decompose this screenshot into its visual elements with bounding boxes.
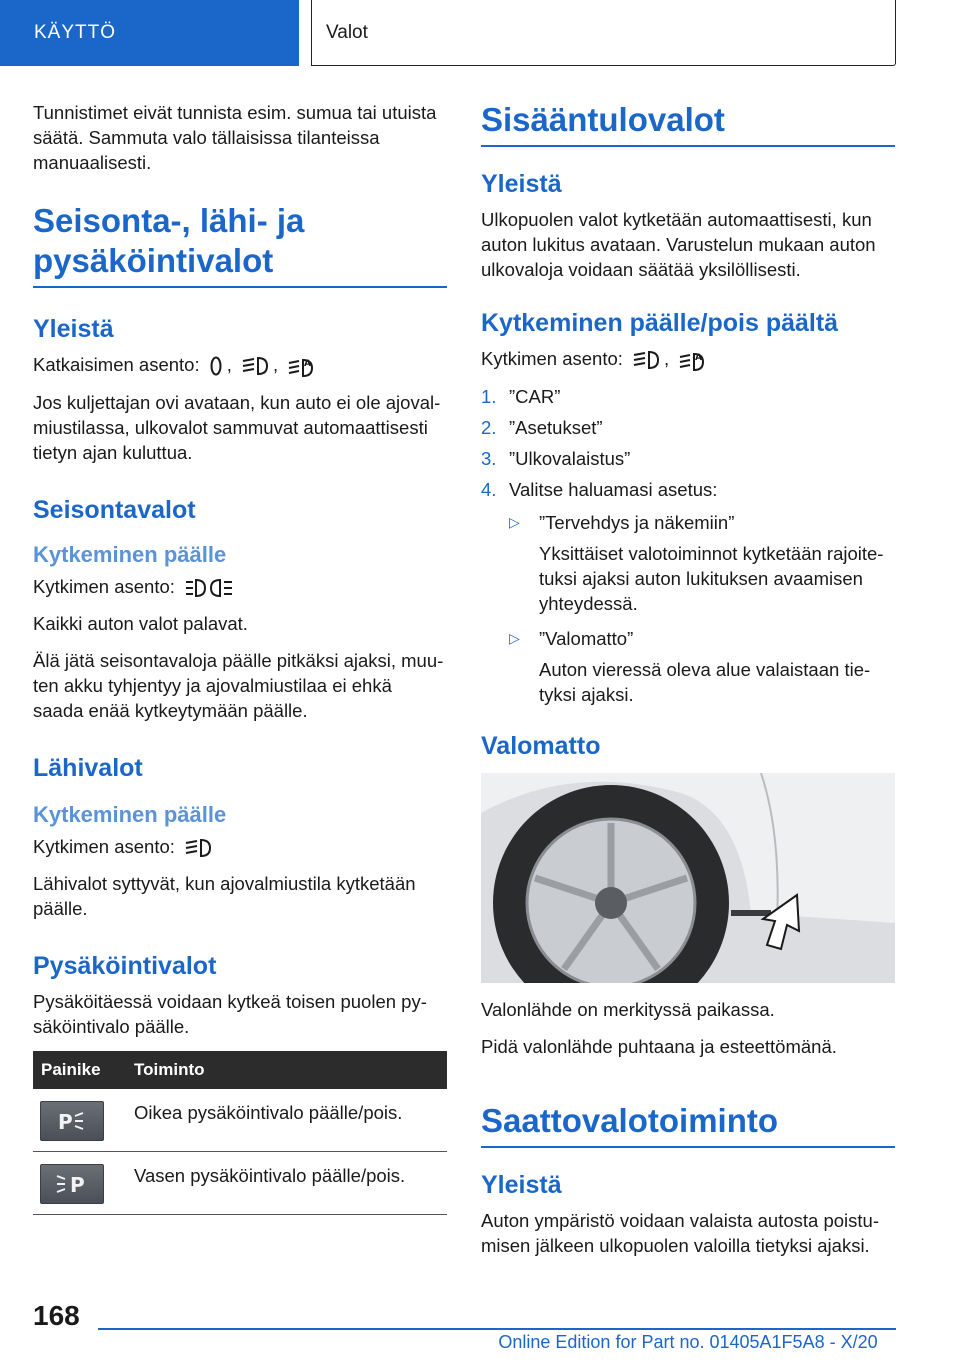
option-title: ”Valomatto”	[539, 628, 634, 650]
pysakointi-text: Pysäköitäessä voidaan kytkeä toisen puolen py-säköintivalo päälle.	[33, 991, 427, 1038]
step-number: 3.	[481, 448, 497, 470]
heading-pysakointivalot: Pysäköintivalot	[33, 952, 217, 981]
chapter-title: Valot	[311, 0, 896, 66]
step-number: 4.	[481, 479, 497, 501]
yleista-text: Ulkopuolen valot kytketään automaattisesti, kun auton lukitus avataan. Varustelun mukaan auton ulkovaloja voidaan säätää yksilöllisesti.	[481, 209, 876, 280]
parking-text-1: Kaikki auton valot palavat.	[33, 613, 248, 635]
right-column	[481, 100, 895, 1270]
comma: ,	[226, 354, 232, 375]
auto-headlight-icon	[287, 354, 315, 378]
heading-lahivalot: Lähivalot	[33, 754, 143, 783]
parking-text-2: Älä jätä seisontavaloja päälle pitkäksi ajaksi, muu-ten akku tyhjentyy ja ajovalmiustilaa ei ehkä saada enää kytkeytymään päälle.	[33, 650, 444, 722]
list-item	[481, 477, 895, 707]
footer-edition: Online Edition for Part no. 01405A1F5A8 - X/20	[498, 1332, 878, 1352]
svg-text:A: A	[695, 353, 703, 364]
triangle-bullet-icon: ▷	[509, 630, 520, 647]
kytkin-switch-line	[481, 346, 895, 372]
comma: ,	[664, 348, 670, 369]
option-item	[509, 626, 895, 707]
svg-text:A: A	[304, 359, 312, 370]
parking-switch-line	[33, 574, 447, 599]
low-beam-icon	[184, 837, 212, 859]
heading-yleista: Yleistä	[33, 315, 114, 343]
intro-text: Tunnistimet eivät tunnista esim. sumua tai utuista säätä. Sammuta valo tällaisissa tilanteissa manuaalisesti.	[33, 102, 437, 173]
option-list	[509, 510, 895, 707]
zero-icon	[209, 355, 223, 377]
heading-seisonta-lahi-pysakointivalot: Seisonta-, lähi- ja pysäköintivalot	[33, 201, 447, 288]
function-cell: Vasen pysäköintivalo päälle/pois.	[126, 1152, 447, 1215]
switch-label: Katkaisimen asento:	[33, 354, 200, 375]
left-column	[33, 100, 447, 1215]
switch-label: Kytkimen asento:	[33, 836, 175, 858]
table-row	[33, 1089, 447, 1152]
auto-headlight-icon	[678, 348, 706, 372]
comma: ,	[273, 354, 279, 375]
function-cell: Oikea pysäköintivalo päälle/pois.	[126, 1089, 447, 1152]
saatto-text: Auton ympäristö voidaan valaista autosta poistu-misen jälkeen ulkopuolen valoilla tietyksi ajaksi.	[481, 1210, 879, 1257]
switch-position-line	[33, 352, 447, 378]
page-number: 168	[33, 1300, 80, 1331]
step-text: ”Ulkovalaistus”	[509, 448, 631, 470]
option-desc: Auton vieressä oleva alue valaistaan tie-tyksi ajaksi.	[539, 659, 871, 706]
svg-text:P: P	[58, 1110, 73, 1135]
heading-sisaantulovalot: Sisääntulovalot	[481, 100, 895, 147]
option-desc: Yksittäiset valotoiminnot kytketään rajoite-tuksi ajaksi auton lukituksen avaamisen yhteydessä.	[539, 543, 884, 615]
step-text: ”Asetukset”	[509, 417, 603, 439]
table-header-row	[33, 1051, 447, 1089]
section-tab[interactable]: KÄYTTÖ	[0, 0, 299, 66]
step-number: 2.	[481, 417, 497, 439]
heading-kytkeminen-paalle-pois: Kytkeminen päälle/pois päältä	[481, 309, 839, 337]
valomatto-text-2: Pidä valonlähde puhtaana ja esteettömänä.	[481, 1036, 837, 1058]
low-beam-icon	[241, 355, 269, 377]
list-item	[481, 446, 895, 471]
heading-saattovalotoiminto: Saattovalotoiminto	[481, 1101, 895, 1148]
car-wheel-photo	[481, 773, 895, 983]
button-cell	[33, 1089, 126, 1152]
subheading-kytkeminen-paalle: Kytkeminen päälle	[33, 802, 227, 828]
option-item	[509, 510, 895, 616]
table-row	[33, 1152, 447, 1215]
step-number: 1.	[481, 386, 497, 408]
parking-light-icon	[184, 577, 236, 599]
heading-yleista: Yleistä	[481, 1171, 562, 1200]
list-item	[481, 384, 895, 409]
yleista-text: Jos kuljettajan ovi avataan, kun auto ei ole ajoval-miustilassa, ulkovalot sammuvat automaattisesti tietyn ajan kuluttua.	[33, 392, 441, 464]
column-header-painike: Painike	[33, 1051, 126, 1089]
right-parking-light-button-icon	[40, 1101, 104, 1141]
steps-list	[481, 384, 895, 707]
switch-label: Kytkimen asento:	[33, 576, 175, 598]
step-text: Valitse haluamasi asetus:	[509, 479, 718, 501]
step-text: ”CAR”	[509, 386, 561, 408]
low-beam-icon	[632, 349, 660, 371]
list-item	[481, 415, 895, 440]
subheading-kytkeminen-paalle: Kytkeminen päälle	[33, 542, 227, 568]
function-table	[33, 1051, 447, 1215]
button-cell	[33, 1152, 126, 1215]
footer-divider	[98, 1328, 896, 1330]
low-beam-text: Lähivalot syttyvät, kun ajovalmiustila kytketään päälle.	[33, 873, 416, 920]
valomatto-text-1: Valonlähde on merkityssä paikassa.	[481, 999, 775, 1021]
triangle-bullet-icon: ▷	[509, 514, 520, 531]
low-beam-switch-line	[33, 834, 447, 859]
column-header-toiminto: Toiminto	[126, 1051, 447, 1089]
left-parking-light-button-icon	[40, 1164, 104, 1204]
option-title: ”Tervehdys ja näkemiin”	[539, 512, 735, 534]
heading-valomatto: Valomatto	[481, 732, 601, 761]
heading-seisontavalot: Seisontavalot	[33, 496, 196, 525]
svg-text:P: P	[70, 1173, 85, 1198]
heading-yleista: Yleistä	[481, 170, 562, 198]
switch-label: Kytkimen asento:	[481, 348, 623, 369]
